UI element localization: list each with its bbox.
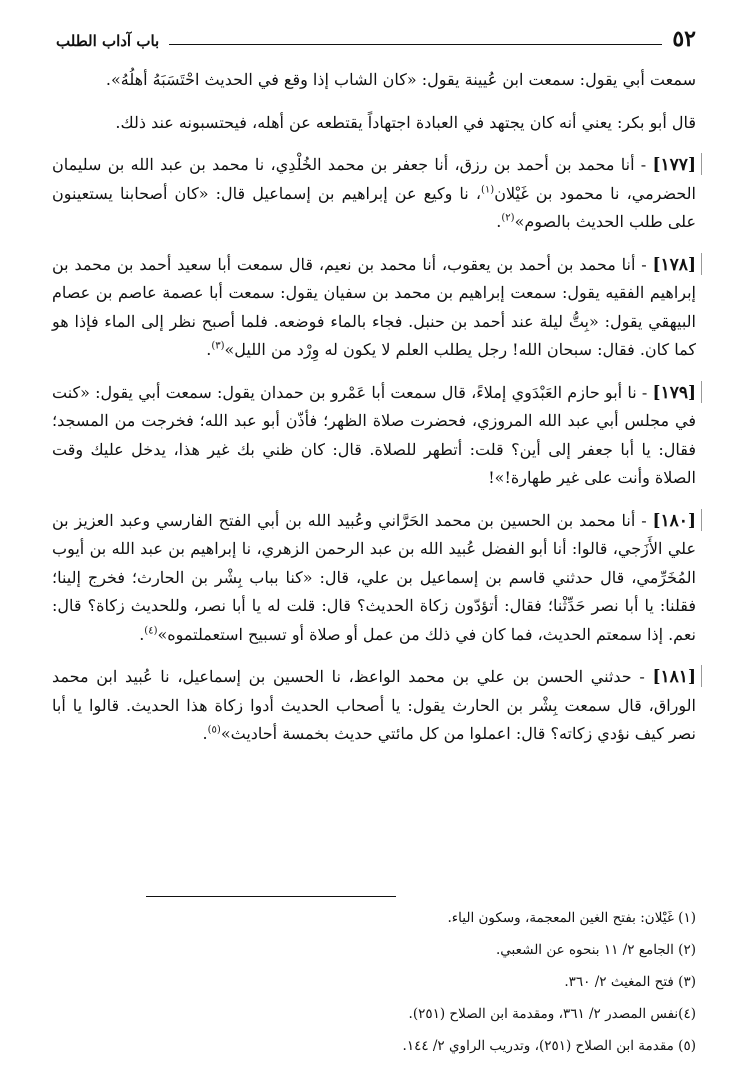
hadith-text: - أنا محمد بن أحمد بن يعقوب، أنا محمد بن نعيم، قال سمعت أبا سعيد أحمد بن محمد بن إبراهيم الفقيه يقول: سمعت إبراهيم بن محمد بن سفيان يقول: سمعت أبا عصمة عاصم بن عصام البيهقي يقول: «بِتُّ ليلة عند أحمد بن حنبل. فجاء بالماء فوضعه. فلما أصبح نظر إلى الماء فإذا هو كما كان. فقال: سبحان الله! رجل يطلب العلم لا يكون له وِرْد من الليل» [52,254,696,359]
footnote-ref: (٢) [501,212,515,224]
hadith-181 [52,663,696,749]
hadith-text: - حدثني الحسن بن علي بن محمد الواعظ، نا الحسين بن إسماعيل، نا عُبيد ابن محمد الوراق، قال سمعت بِشْر بن الحارث يقول: يا أصحاب الحديث أدوا زكاة هذا الحديث. قالوا يا أبا نصر كيف نؤدي زكاته؟ قال: اعملوا من كل مائتي حديث بخمسة أحاديث» [52,667,696,743]
hadith-180 [52,507,696,650]
hadith-178 [52,251,696,365]
hadith-number: [١٧٧] [652,155,696,175]
hadith-text: - نا أبو حازم العَبْدَوي إملاءً، قال سمعت أبا عَمْرو بن حمدان يقول: سمعت أبي يقول: «كنت في مجلس أبي عبد الله المروزي، فحضرت صلاة الظهر؛ فأذّن أبو عبد الله؛ فخرجت من المسجد؛ فقال: يا أبا جعفر إلى أين؟ قلت: أتطهر للصلاة. قال: كان ظني بك غير هذا، يدخل عليك وقت الصلاة وأنت على غير طهارة!»! [52,382,696,487]
page-number: ٥٢ [672,26,696,52]
hadith-end: . [139,624,145,644]
footnote-ref: (٥) [207,724,221,736]
hadith-text: ، نا وكيع عن إبراهيم بن إسماعيل قال: «كان أصحابنا يستعينون على طلب الحديث بالصوم» [52,183,696,231]
hadith-number: [١٨٠] [652,510,696,531]
footnote-ref: (١) [481,184,495,196]
footnote-2: (٢) الجامع ٢/ ١١ بنحوه عن الشعبي. [496,942,696,958]
footnote-1: (١) غَيْلان: بفتح الغين المعجمة، وسكون الياء. [447,910,696,926]
footnote-4: (٤)نفس المصدر ٢/ ٣٦١، ومقدمة ابن الصلاح (٢٥١). [408,1006,696,1022]
hadith-end: . [206,340,212,359]
hadith-end: . [202,724,208,743]
footnote-separator [146,896,396,897]
hadith-text: - أنا محمد بن أحمد بن رزق، أنا جعفر بن محمد الخُلْدِي، نا محمد بن عبد الله بن سليمان الحضرمي، نا محمود بن غَيْلان [52,155,696,203]
hadith-text: - أنا محمد بن الحسين بن محمد الحَرَّاني وعُبيد الله بن أبي الفتح الفارسي وعبد العزيز بن علي الأَزَجي، قالوا: أنا أبو الفضل عُبيد الله بن عبد الرحمن الزهري، نا إبراهيم بن عبد الله بن أيوب المُخَرِّمي، قال حدثني قاسم بن إسماعيل بن علي، قال: «كنا بباب بِشْر بن الحارث؛ فخرج إلينا؛ فقلنا: يا أبا نصر حَدِّثْنا؛ فقال: أتؤدّون زكاة الحديث؟ قال: قلت له يا أبا نصر، وللحديث زكاة؟ قال: نعم. إذا سمعتم الحديث، فما كان في ذلك من عمل أو صلاة أو تسبيح استعملتموه» [52,510,697,644]
header-rule [169,44,662,45]
footnote-ref: (٣) [211,340,225,352]
footnote-3: (٣) فتح المغيث ٢/ ٣٦٠. [564,974,696,990]
hadith-number: [١٨١] [652,667,696,687]
hadith-179 [52,379,696,493]
chapter-title: باب آداب الطلب [56,32,160,50]
page-header [56,26,696,52]
hadith-end: . [496,212,502,231]
hadith-number: [١٧٩] [652,382,697,403]
hadith-177 [52,151,696,237]
footnote-5: (٥) مقدمة ابن الصلاح (٢٥١)، وتدريب الراوي ٢/ ١٤٤. [402,1038,696,1054]
hadith-number: [١٧٨] [652,254,696,275]
paragraph-2: قال أبو بكر: يعني أنه كان يجتهد في العبادة اجتهاداً يقتطعه عن أهله، فيحتسبونه عند ذلك. [115,112,696,132]
footnotes-section [52,896,696,1065]
footnote-ref: (٤) [144,625,158,637]
page-body [52,66,696,749]
paragraph-1: سمعت أبي يقول: سمعت ابن عُيينة يقول: «كان الشاب إذا وقع في الحديث احْتَسَبَهُ أهلُهُ». [105,70,696,89]
